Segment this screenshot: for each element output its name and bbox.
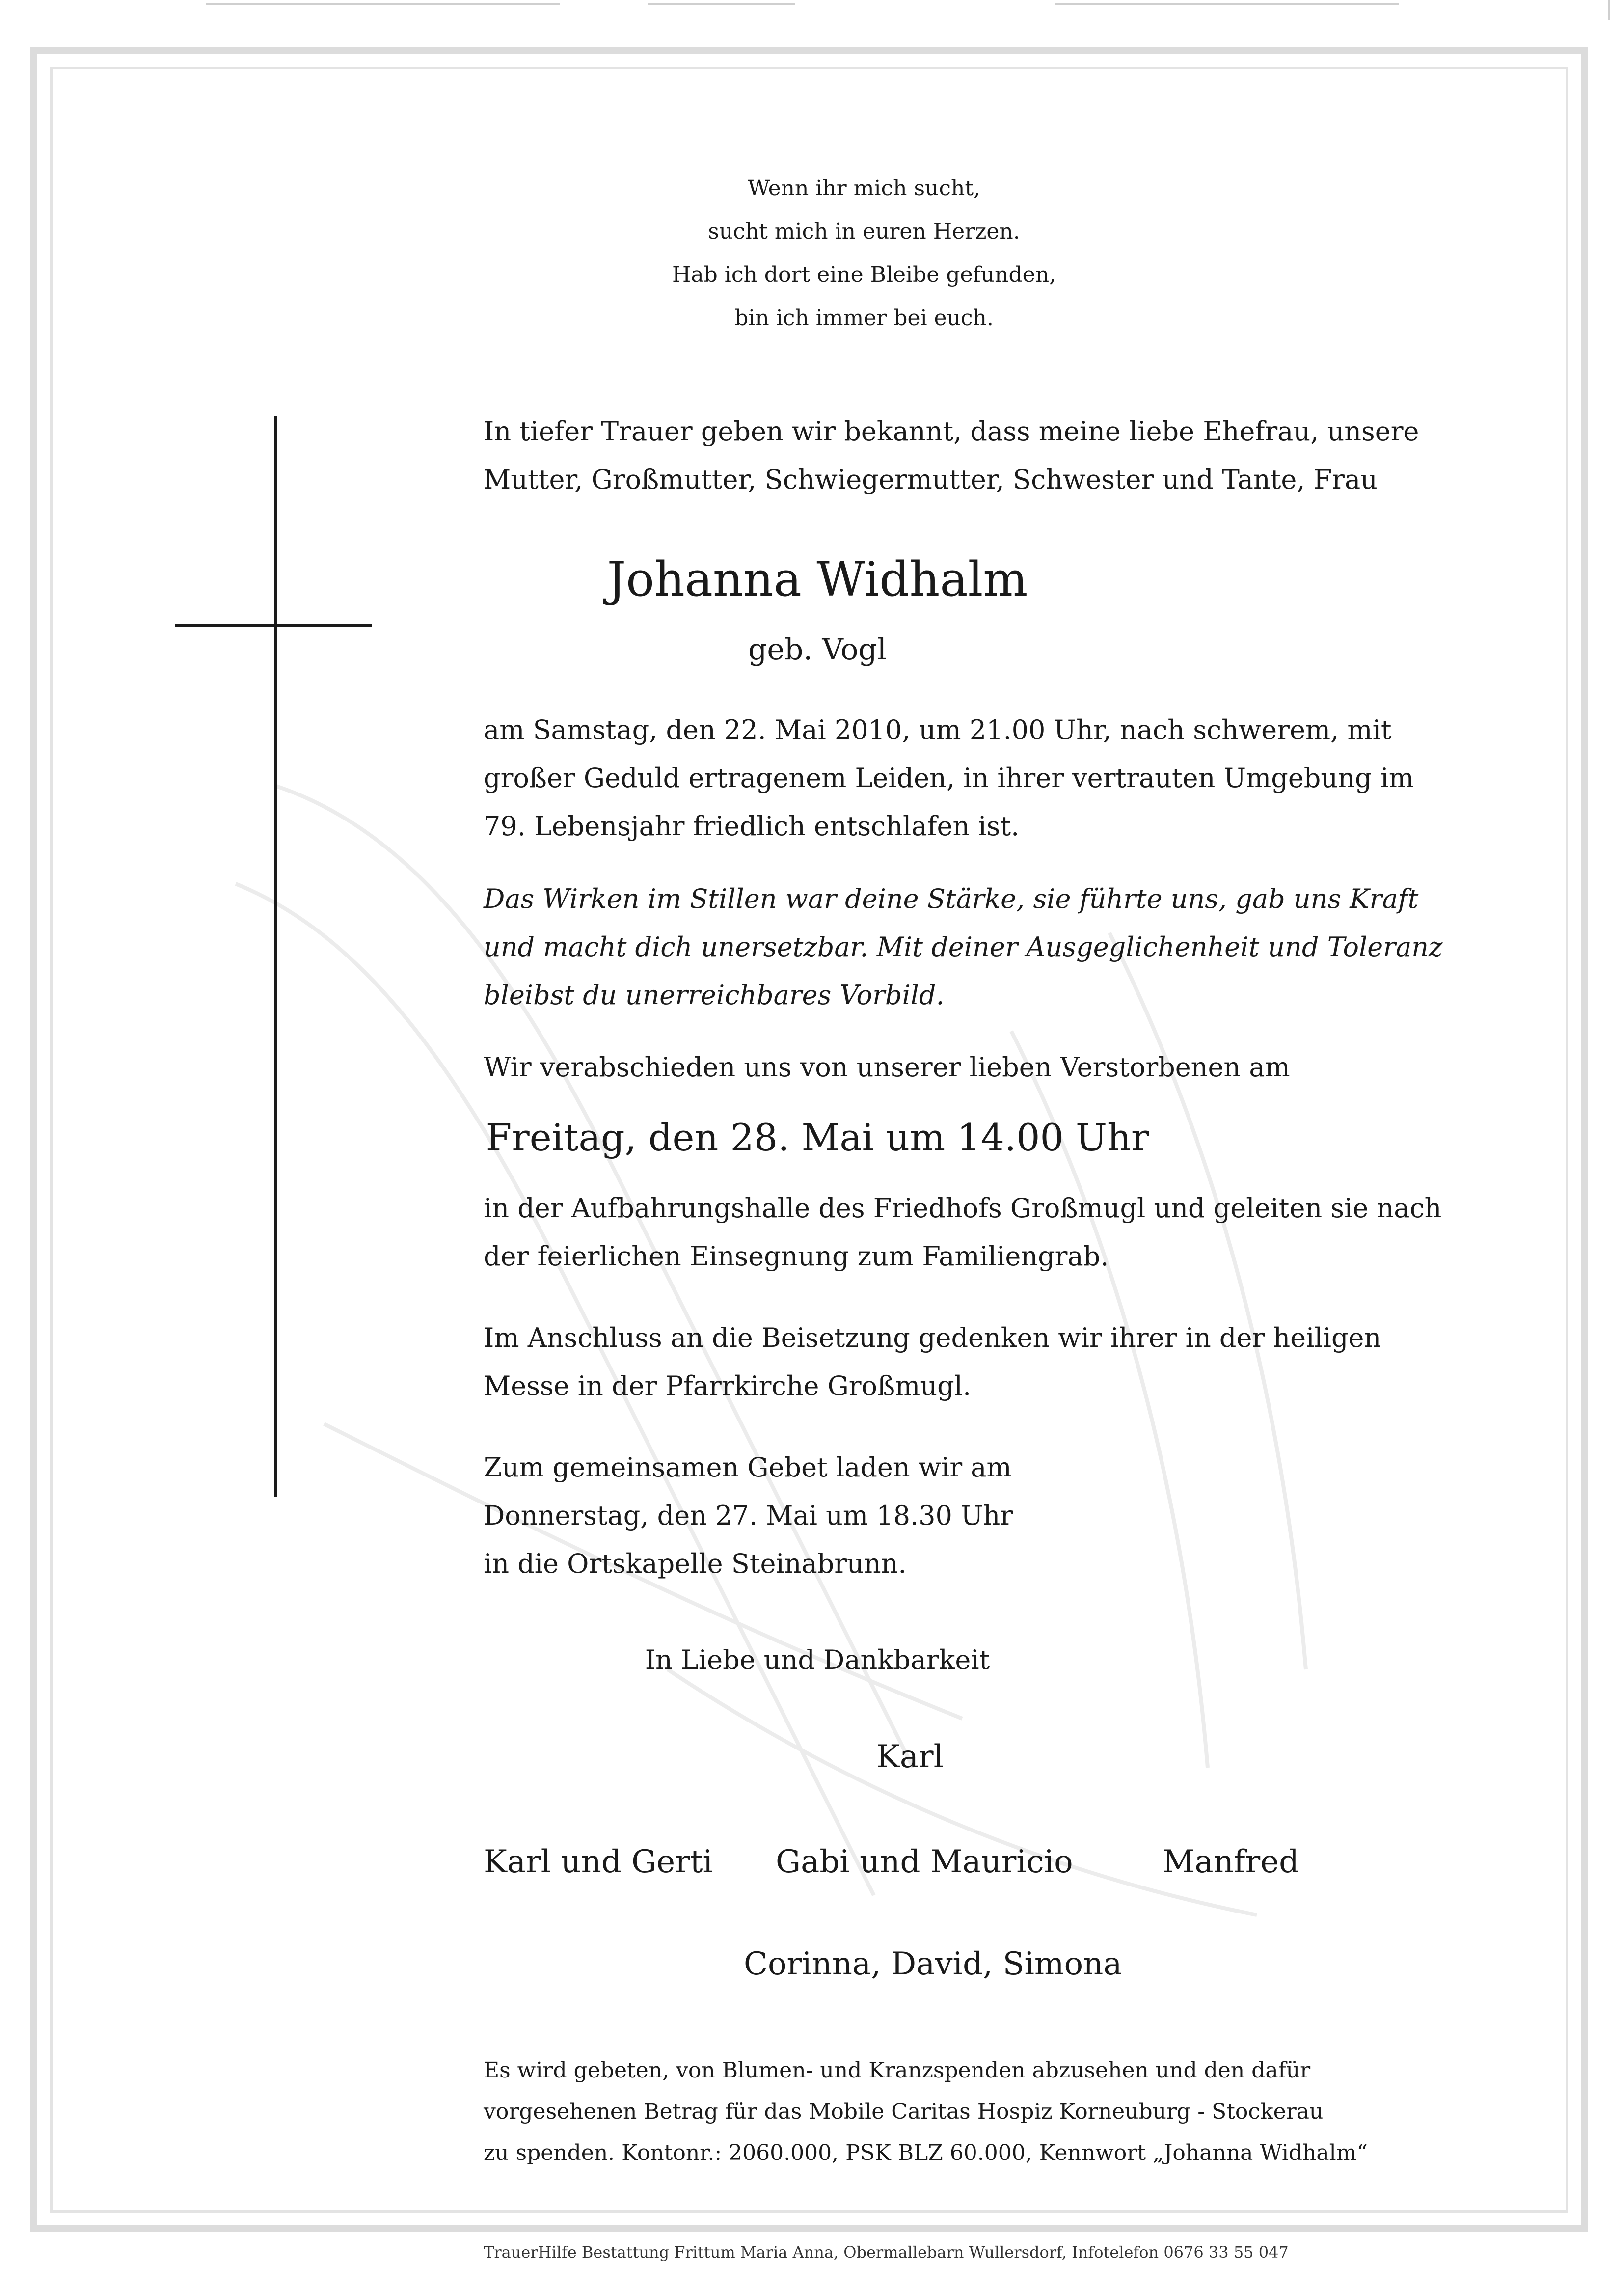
donation-line: Es wird gebeten, von Blumen- und Kranzspenden abzusehen und den dafür <box>484 2058 1311 2083</box>
prayer-text <box>484 1444 1446 1588</box>
family-grandchildren: Corinna, David, Simona <box>744 1946 1122 1982</box>
poem-line: bin ich immer bei euch. <box>734 305 994 330</box>
mass-text <box>484 1314 1446 1410</box>
announcement-text <box>484 408 1446 504</box>
scan-edge-line <box>648 3 795 5</box>
closing-phrase: In Liebe und Dankbarkeit <box>645 1644 990 1675</box>
scan-edge-line <box>206 3 560 5</box>
prayer-line: Donnerstag, den 27. Mai um 18.30 Uhr <box>484 1500 1013 1531</box>
funeral-place-text <box>484 1184 1446 1281</box>
tribute-line: bleibst du unerreichbares Vorbild. <box>484 980 945 1011</box>
funeral-place-line: der feierlichen Einsegnung zum Familiengrab. <box>484 1241 1109 1272</box>
family-child-2: Gabi und Mauricio <box>776 1844 1073 1880</box>
prayer-line: Zum gemeinsamen Gebet laden wir am <box>484 1452 1012 1483</box>
farewell-intro: Wir verabschieden uns von unserer lieben Verstorbenen am <box>484 1052 1290 1083</box>
death-info-line: am Samstag, den 22. Mai 2010, um 21.00 Uhr, nach schwerem, mit <box>484 714 1392 745</box>
memorial-poem <box>619 167 1109 340</box>
donation-line: zu spenden. Kontonr.: 2060.000, PSK BLZ 60.000, Kennwort „Johanna Widhalm“ <box>484 2140 1368 2165</box>
tribute-line: und macht dich unersetzbar. Mit deiner Ausgeglichenheit und Toleranz <box>484 931 1443 962</box>
death-info-line: großer Geduld ertragenem Leiden, in ihrer vertrauten Umgebung im <box>484 763 1414 793</box>
deceased-name: Johanna Widhalm <box>607 552 1028 607</box>
funeral-home-footer: TrauerHilfe Bestattung Frittum Maria Anna, Obermallebarn Wullersdorf, Infotelefon 0676 33 55 047 <box>484 2243 1289 2262</box>
family-child-1: Karl und Gerti <box>484 1844 713 1880</box>
announcement-line: Mutter, Großmutter, Schwiegermutter, Schwester und Tante, Frau <box>484 464 1378 495</box>
tribute-text <box>484 875 1446 1019</box>
mass-line: Im Anschluss an die Beisetzung gedenken wir ihrer in der heiligen <box>484 1322 1381 1353</box>
scan-edge-line <box>1055 3 1399 5</box>
poem-line: Hab ich dort eine Bleibe gefunden, <box>672 262 1056 287</box>
prayer-line: in die Ortskapelle Steinabrunn. <box>484 1548 907 1579</box>
mass-line: Messe in der Pfarrkirche Großmugl. <box>484 1370 972 1401</box>
scan-corner-mark <box>1608 0 1623 20</box>
funeral-place-line: in der Aufbahrungshalle des Friedhofs Großmugl und geleiten sie nach <box>484 1193 1442 1224</box>
donation-line: vorgesehenen Betrag für das Mobile Caritas Hospiz Korneuburg - Stockerau <box>484 2099 1324 2124</box>
announcement-line: In tiefer Trauer geben wir bekannt, dass meine liebe Ehefrau, unsere <box>484 416 1419 447</box>
deceased-birth-name: geb. Vogl <box>748 632 887 667</box>
cross-horizontal-bar <box>175 624 372 627</box>
poem-line: sucht mich in euren Herzen. <box>708 219 1020 244</box>
donation-note <box>484 2050 1465 2174</box>
death-info-line: 79. Lebensjahr friedlich entschlafen ist. <box>484 811 1020 842</box>
family-child-3: Manfred <box>1163 1844 1299 1880</box>
death-info-text <box>484 706 1446 850</box>
tribute-line: Das Wirken im Stillen war deine Stärke, sie führte uns, gab uns Kraft <box>484 883 1419 914</box>
cross-vertical-bar <box>274 416 277 1497</box>
family-husband: Karl <box>876 1739 944 1775</box>
poem-line: Wenn ihr mich sucht, <box>747 176 981 201</box>
funeral-date: Freitag, den 28. Mai um 14.00 Uhr <box>486 1116 1149 1159</box>
